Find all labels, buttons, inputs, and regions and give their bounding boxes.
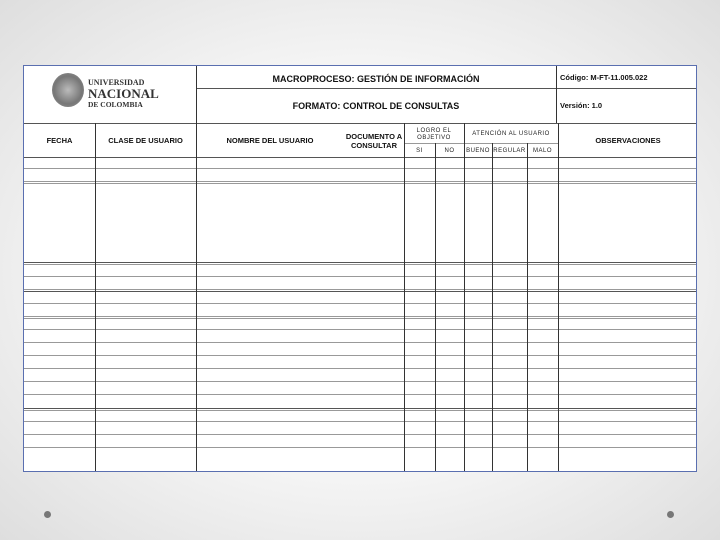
col-divider bbox=[558, 123, 559, 471]
col-malo: MALO bbox=[532, 148, 552, 154]
row-line bbox=[24, 355, 696, 356]
header-divider bbox=[196, 88, 696, 89]
university-seal-icon bbox=[52, 73, 84, 107]
row-line bbox=[24, 421, 696, 422]
version-label: Versión: 1.0 bbox=[560, 101, 603, 110]
codigo-label: Código: M-FT-11.005.022 bbox=[560, 73, 648, 82]
row-line bbox=[24, 434, 696, 435]
col-divider bbox=[435, 143, 436, 471]
row-line bbox=[24, 318, 696, 319]
col-atencion-usuario: ATENCIÓN AL USUARIO bbox=[472, 131, 550, 137]
logo-line-1: UNIVERSIDAD bbox=[88, 78, 145, 87]
row-line bbox=[24, 264, 696, 265]
col-objetivo-l2: OBJETIVO bbox=[417, 135, 451, 141]
table-header-bottom bbox=[24, 157, 696, 158]
col-divider bbox=[492, 143, 493, 471]
row-line bbox=[24, 368, 696, 369]
row-line bbox=[24, 410, 696, 411]
macroproceso-title: MACROPROCESO: GESTIÓN DE INFORMACIÓN bbox=[272, 74, 480, 84]
col-objetivo-l1: LOGRO EL bbox=[416, 128, 452, 134]
col-bueno: BUENO bbox=[466, 148, 490, 154]
formato-title: FORMATO: CONTROL DE CONSULTAS bbox=[292, 101, 460, 111]
col-divider bbox=[196, 66, 197, 123]
consultation-form bbox=[23, 65, 697, 472]
subheader-line bbox=[404, 143, 558, 144]
row-line bbox=[24, 447, 696, 448]
row-line bbox=[24, 394, 696, 395]
slide-dot-left bbox=[44, 511, 51, 518]
logo-line-3: DE COLOMBIA bbox=[88, 100, 143, 109]
col-divider bbox=[527, 143, 528, 471]
row-line bbox=[24, 329, 696, 330]
col-divider bbox=[404, 123, 405, 471]
col-observaciones: OBSERVACIONES bbox=[595, 136, 661, 145]
header-bottom-line bbox=[24, 123, 696, 124]
col-divider bbox=[196, 123, 197, 471]
row-line bbox=[24, 289, 696, 290]
col-divider bbox=[556, 66, 557, 123]
row-line bbox=[24, 408, 696, 409]
row-line bbox=[24, 183, 696, 184]
row-line bbox=[24, 291, 696, 292]
col-divider bbox=[464, 123, 465, 471]
col-documento-l1: DOCUMENTO A bbox=[345, 132, 403, 141]
col-fecha: FECHA bbox=[46, 136, 73, 145]
row-line bbox=[24, 303, 696, 304]
col-clase-usuario: CLASE DE USUARIO bbox=[108, 136, 183, 145]
logo-line-2: NACIONAL bbox=[88, 86, 159, 101]
col-regular: REGULAR bbox=[493, 148, 526, 154]
row-line bbox=[24, 381, 696, 382]
col-si: SI bbox=[416, 148, 423, 154]
row-line bbox=[24, 181, 696, 182]
col-documento-l2: CONSULTAR bbox=[351, 141, 397, 150]
col-nombre-usuario: NOMBRE DEL USUARIO bbox=[226, 136, 314, 145]
row-line bbox=[24, 316, 696, 317]
row-line bbox=[24, 262, 696, 263]
col-divider bbox=[95, 123, 96, 471]
col-no: NO bbox=[444, 148, 455, 154]
row-line bbox=[24, 342, 696, 343]
row-line bbox=[24, 276, 696, 277]
slide-dot-right bbox=[667, 511, 674, 518]
row-line bbox=[24, 168, 696, 169]
